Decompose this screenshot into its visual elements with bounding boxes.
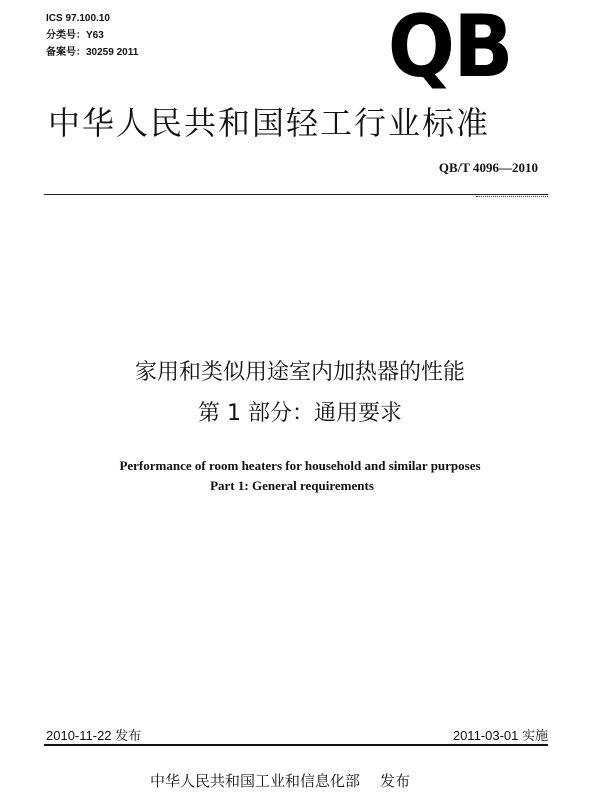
- industry-standard-title: 中华人民共和国轻工行业标准: [48, 104, 491, 142]
- english-title-line2: Part 1: General requirements: [210, 478, 374, 493]
- ics-code: ICS 97.100.10: [46, 13, 110, 24]
- publish-action: 发布: [380, 772, 411, 790]
- header-divider: [44, 194, 548, 195]
- standard-number: QB/T 4096—2010: [438, 160, 538, 175]
- header-meta: [46, 10, 138, 61]
- category-code: 分类号：Y63: [46, 30, 104, 41]
- header-divider-tail: [476, 196, 548, 197]
- publisher-name: 中华人民共和国工业和信息化部: [150, 772, 361, 790]
- implement-date: 2011-03-01 实施: [452, 728, 548, 743]
- english-title-line1: Performance of room heaters for household and similar purposes: [119, 458, 481, 473]
- publish-date: 2010-11-22 发布: [46, 728, 142, 743]
- chinese-title-line1: 家用和类似用途室内加热器的性能: [134, 360, 465, 385]
- footer-divider: [44, 744, 548, 746]
- qb-logo: QB: [388, 0, 512, 97]
- chinese-title-line2: 第 1 部分：通用要求: [198, 401, 402, 426]
- record-number: 备案号：30259 2011: [46, 47, 139, 58]
- publisher: [150, 770, 410, 791]
